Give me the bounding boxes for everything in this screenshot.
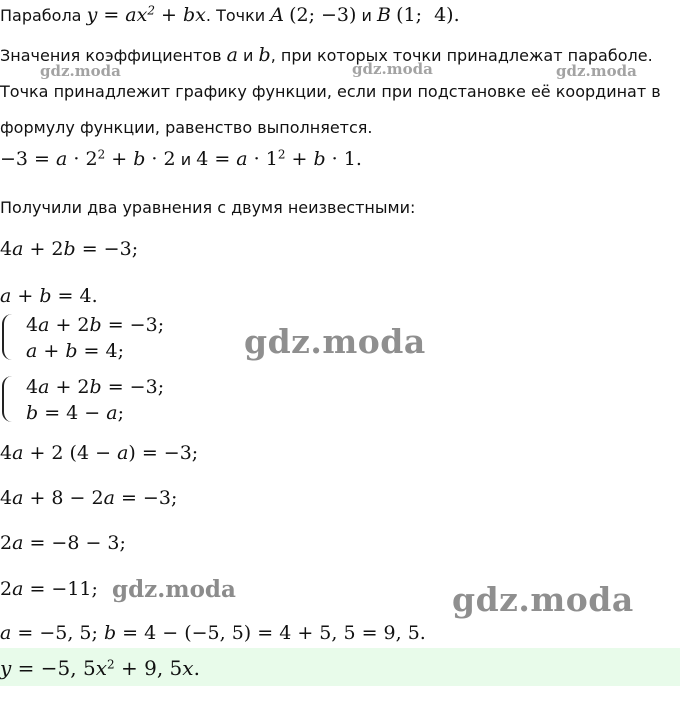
step-4: 2a = −11; bbox=[0, 578, 98, 600]
answer-formula: y = −5, $5x^2 + 9$, 5x. bbox=[0, 656, 200, 680]
equation-2: a + b = 4. bbox=[0, 285, 98, 307]
system-1-row-1: 4a + 2b = −3; bbox=[26, 314, 165, 336]
rule-line-1: Точка принадлежит графику функции, если при подстановке её координат в bbox=[0, 82, 661, 101]
problem-statement bbox=[0, 4, 460, 26]
watermark: gdz.moda bbox=[112, 576, 236, 603]
watermark: gdz.moda bbox=[556, 62, 637, 80]
system-1-row-2: a + b = 4; bbox=[26, 340, 124, 362]
rule-line-2: формулу функции, равенство выполняется. bbox=[0, 118, 373, 137]
point-b-coords: (1; 4). bbox=[396, 4, 460, 26]
watermark: gdz.moda bbox=[452, 580, 634, 619]
step-3: 2a = −8 − 3; bbox=[0, 532, 126, 554]
point-b: B bbox=[377, 4, 391, 26]
answer-highlight bbox=[0, 648, 680, 686]
watermark: gdz.moda bbox=[244, 322, 426, 361]
step-2: 4a + 8 − 2a = −3; bbox=[0, 487, 178, 509]
watermark: gdz.moda bbox=[40, 62, 121, 80]
system-2-row-1: 4a + 2b = −3; bbox=[26, 376, 165, 398]
point-a-coords: (2; −3) bbox=[289, 4, 357, 26]
step-1: 4a + 2 (4 − a) = −3; bbox=[0, 442, 199, 464]
text-parabola: Парабола bbox=[0, 6, 82, 25]
substitution-line: $-3 = a \cdot 2^2 + b \cdot 2$ и $4 = a \cdot 1^2 + b \cdot 1$. bbox=[0, 147, 362, 170]
step-5: a = −5, 5; b = 4 − (−5, 5) = 4 + 5, 5 = 9, 5. bbox=[0, 622, 426, 644]
brace-icon bbox=[2, 376, 15, 422]
brace-icon bbox=[2, 314, 15, 360]
point-a: A bbox=[270, 4, 284, 26]
equation-1: 4a + 2b = −3; bbox=[0, 238, 139, 260]
text-and: и bbox=[361, 6, 372, 25]
system-2 bbox=[0, 374, 300, 426]
text-points: . Точки bbox=[205, 6, 271, 25]
system-2-row-2: b = 4 − a; bbox=[26, 402, 124, 424]
intro-text: Получили два уравнения с двумя неизвестными: bbox=[0, 198, 416, 217]
task-line: Значения коэффициентов a и b, при которых точки принадлежат параболе. bbox=[0, 44, 653, 66]
watermark: gdz.moda bbox=[352, 60, 433, 78]
parabola-formula: $y = ax^2$ + bx bbox=[86, 3, 206, 26]
